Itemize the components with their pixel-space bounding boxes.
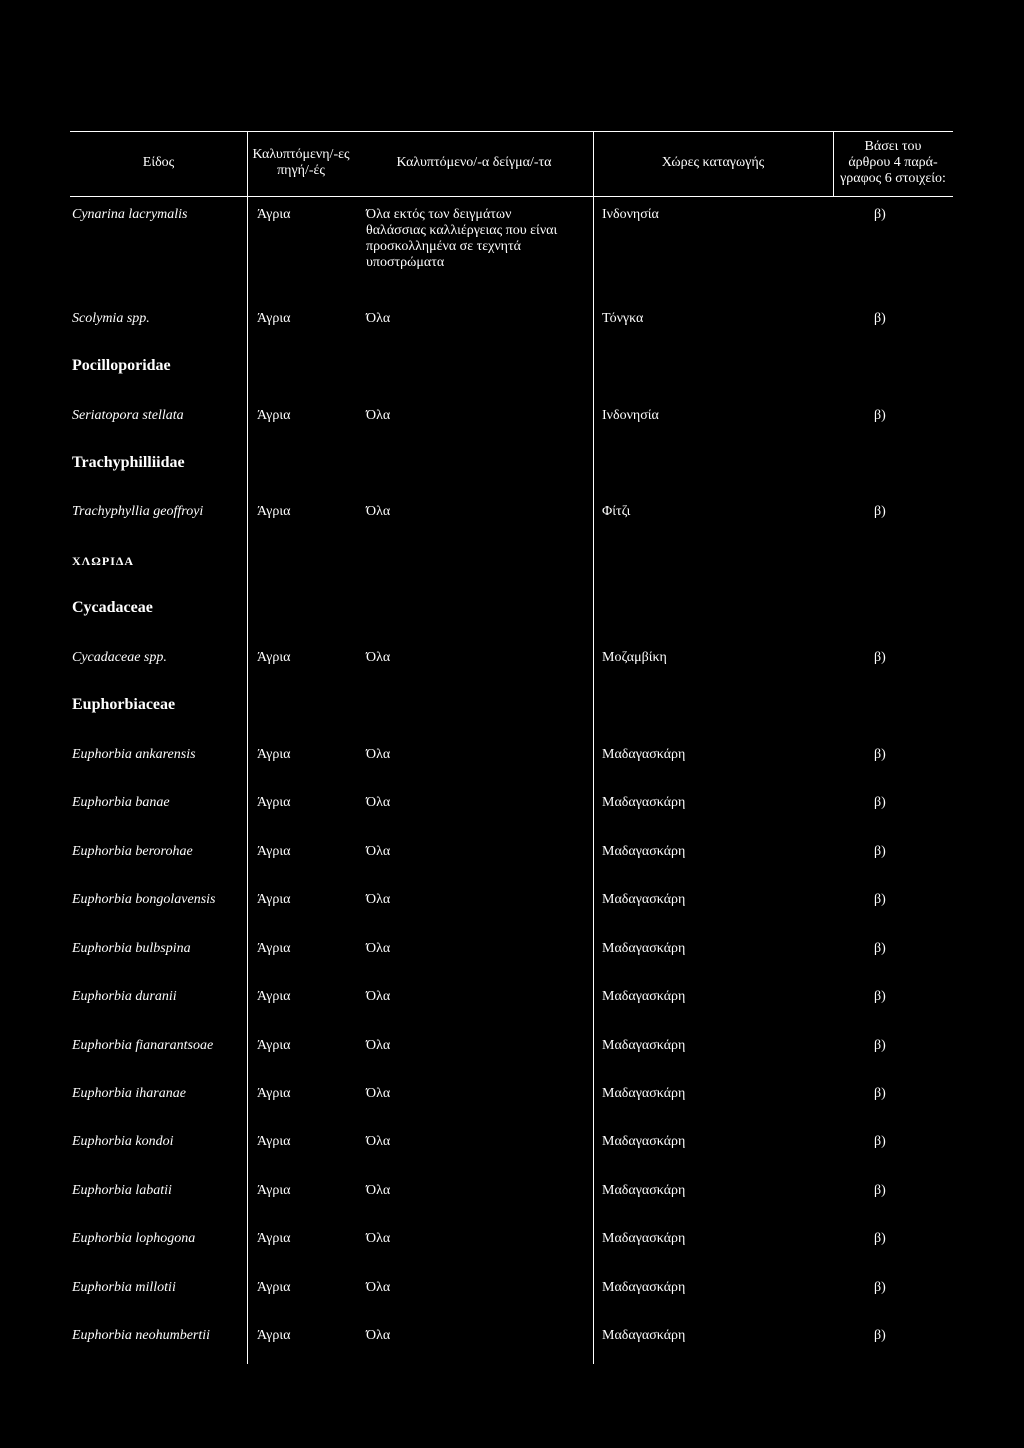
cell-article: β) [874,989,886,1004]
cell-source: Άγρια [257,747,291,762]
cell-specimens: Όλα [366,1086,391,1101]
cell-specimens: Όλα [366,311,391,326]
cell-name: Euphorbia duranii [72,989,177,1004]
column-divider-2 [593,131,594,1364]
cell-name: Euphorbia bulbspina [72,941,191,956]
cell-source: Άγρια [257,650,291,665]
cell-country: Μαδαγασκάρη [602,795,686,810]
family-heading: Euphorbiaceae [72,696,176,713]
cell-name: Scolymia spp. [72,311,150,326]
cell-country: Μοζαμβίκη [602,650,667,665]
cell-article: β) [874,1086,886,1101]
cell-specimens: Όλα [366,844,391,859]
cell-article: β) [874,892,886,907]
cell-source: Άγρια [257,1183,291,1198]
cell-specimens: Όλα εκτός των δειγμάτων θαλάσσιας καλλιέργειας που είναι προσκολλημένα σε τεχνητά υποστρώματα [366,207,558,270]
cell-article: β) [874,1134,886,1149]
cell-specimens: Όλα [366,795,391,810]
family-heading: Trachyphilliidae [72,454,185,471]
cell-specimens: Όλα [366,989,391,1004]
cell-specimens: Όλα [366,1231,391,1246]
cell-specimens: Όλα [366,1038,391,1053]
cell-country: Ινδονησία [602,207,659,222]
cell-name: Euphorbia kondoi [72,1134,174,1149]
cell-country: Μαδαγασκάρη [602,1134,686,1149]
cell-country: Ινδονησία [602,408,659,423]
header-source: Καλυπτόμενη/-ες πηγή/-ές [252,147,350,178]
cell-source: Άγρια [257,1328,291,1343]
cell-specimens: Όλα [366,941,391,956]
cell-source: Άγρια [257,844,291,859]
cell-specimens: Όλα [366,1328,391,1343]
header-specimens: Καλυπτόμενο/-α δείγμα/-τα [396,155,552,170]
cell-source: Άγρια [257,207,291,222]
table-top-rule [70,131,953,132]
cell-specimens: Όλα [366,504,391,519]
cell-name: Euphorbia banae [72,795,170,810]
cell-name: Trachyphyllia geoffroyi [72,504,204,519]
cell-specimens: Όλα [366,747,391,762]
cell-source: Άγρια [257,795,291,810]
cell-country: Μαδαγασκάρη [602,989,686,1004]
cell-specimens: Όλα [366,1134,391,1149]
cell-name: Euphorbia bongolavensis [72,892,216,907]
cell-source: Άγρια [257,1134,291,1149]
cell-country: Μαδαγασκάρη [602,1086,686,1101]
cell-country: Φίτζι [602,504,631,519]
cell-specimens: Όλα [366,408,391,423]
cell-source: Άγρια [257,1231,291,1246]
cell-article: β) [874,1280,886,1295]
cell-country: Μαδαγασκάρη [602,747,686,762]
cell-article: β) [874,504,886,519]
cell-article: β) [874,408,886,423]
header-article: Βάσει του άρθρου 4 παρά- γραφος 6 στοιχείο: [840,139,946,186]
cell-name: Euphorbia millotii [72,1280,176,1295]
cell-country: Μαδαγασκάρη [602,1038,686,1053]
cell-article: β) [874,207,886,222]
cell-name: Euphorbia labatii [72,1183,172,1198]
section-heading: ΧΛΩΡΙΔΑ [72,554,135,568]
cell-name: Cycadaceae spp. [72,650,167,665]
cell-source: Άγρια [257,311,291,326]
cell-name: Euphorbia neohumbertii [72,1328,211,1343]
cell-name: Euphorbia fianarantsoae [72,1038,214,1053]
cell-article: β) [874,1183,886,1198]
cell-country: Μαδαγασκάρη [602,1231,686,1246]
table-header-rule [70,196,953,197]
column-divider-1 [247,131,248,1364]
cell-name: Cynarina lacrymalis [72,207,188,222]
cell-specimens: Όλα [366,650,391,665]
cell-specimens: Όλα [366,1280,391,1295]
cell-article: β) [874,795,886,810]
header-countries: Χώρες καταγωγής [661,155,765,170]
cell-country: Μαδαγασκάρη [602,941,686,956]
cell-article: β) [874,1038,886,1053]
cell-article: β) [874,941,886,956]
cell-country: Τόνγκα [602,311,644,326]
cell-country: Μαδαγασκάρη [602,1183,686,1198]
cell-name: Euphorbia iharanae [72,1086,186,1101]
cell-source: Άγρια [257,989,291,1004]
cell-country: Μαδαγασκάρη [602,892,686,907]
cell-article: β) [874,650,886,665]
cell-name: Euphorbia ankarensis [72,747,196,762]
cell-article: β) [874,311,886,326]
cell-country: Μαδαγασκάρη [602,1280,686,1295]
family-heading: Cycadaceae [72,599,153,616]
cell-specimens: Όλα [366,892,391,907]
cell-source: Άγρια [257,408,291,423]
header-species: Είδος [142,155,175,170]
cell-source: Άγρια [257,504,291,519]
cell-country: Μαδαγασκάρη [602,1328,686,1343]
cell-country: Μαδαγασκάρη [602,844,686,859]
cell-source: Άγρια [257,892,291,907]
cell-article: β) [874,1231,886,1246]
cell-article: β) [874,747,886,762]
cell-source: Άγρια [257,1038,291,1053]
cell-name: Seriatopora stellata [72,408,184,423]
cell-name: Euphorbia berorohae [72,844,193,859]
family-heading: Pocilloporidae [72,357,171,374]
cell-name: Euphorbia lophogona [72,1231,196,1246]
cell-source: Άγρια [257,941,291,956]
cell-specimens: Όλα [366,1183,391,1198]
cell-article: β) [874,1328,886,1343]
cell-source: Άγρια [257,1086,291,1101]
cell-article: β) [874,844,886,859]
cell-source: Άγρια [257,1280,291,1295]
